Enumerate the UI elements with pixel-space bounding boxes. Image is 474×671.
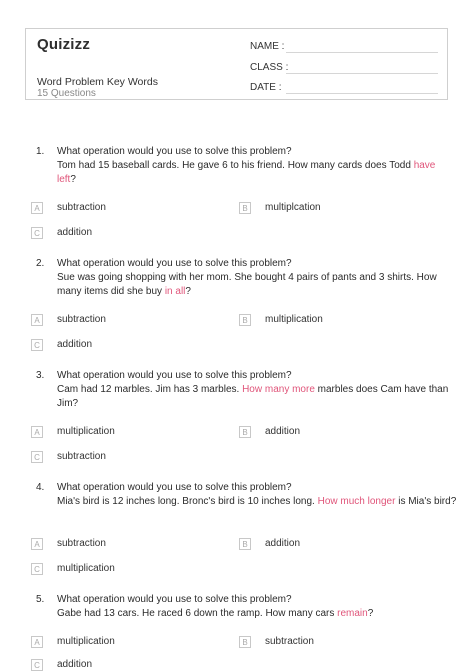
question-body <box>57 159 457 187</box>
option-letter-box: C <box>31 563 43 575</box>
option-letter-box: A <box>31 636 43 648</box>
option-letter-box: A <box>31 426 43 438</box>
option-letter-box: C <box>31 451 43 463</box>
question-prompt: What operation would you use to solve this problem? <box>57 370 292 381</box>
option-label: subtraction <box>57 314 106 325</box>
question-prompt: What operation would you use to solve this problem? <box>57 594 292 605</box>
worksheet-header <box>25 28 448 100</box>
option-letter-box: B <box>239 202 251 214</box>
option-label: addition <box>265 538 301 549</box>
option-letter-box: C <box>31 227 43 239</box>
body-text: Cam had 12 marbles. Jim has 3 marbles. <box>57 384 243 395</box>
date-label: DATE : <box>250 82 282 93</box>
option-letter-box: A <box>31 202 43 214</box>
option-letter-box: C <box>31 339 43 351</box>
body-text: ? <box>185 286 191 297</box>
option-label: subtraction <box>57 451 106 462</box>
option-label: multiplication <box>57 563 115 574</box>
keyword-highlight: How much longer <box>317 496 396 507</box>
body-text: Sue was going shopping with her mom. She bought 4 pairs of pants and 3 shirts. How many items did she buy <box>57 272 437 297</box>
keyword-highlight: remain <box>337 608 368 619</box>
option-letter-box: A <box>31 538 43 550</box>
question-text <box>57 257 457 299</box>
quizizz-logo: Quizizz <box>37 36 91 53</box>
option-label: multiplcation <box>265 202 321 213</box>
name-label: NAME : <box>250 41 285 52</box>
body-text: Tom had 15 baseball cards. He gave 6 to his friend. How many cards does Todd <box>57 160 414 171</box>
body-text: Mia's bird is 12 inches long. Bronc's bird is 10 inches long. <box>57 496 318 507</box>
class-label: CLASS : <box>250 62 289 73</box>
worksheet-subtitle: 15 Questions <box>37 88 96 99</box>
body-text: ? <box>367 608 374 619</box>
question-number: 4. <box>36 482 45 493</box>
body-text: is Mia's bird? <box>395 496 457 507</box>
date-line <box>286 93 438 94</box>
question-body <box>57 271 457 299</box>
option-label: subtraction <box>57 538 106 549</box>
keyword-highlight: How many more <box>242 384 315 395</box>
option-label: multiplication <box>265 314 323 325</box>
body-text: Gabe had 13 cars. He raced 6 down the ramp. How many cars <box>57 608 338 619</box>
option-label: multiplication <box>57 636 115 647</box>
worksheet-title: Word Problem Key Words <box>37 76 158 88</box>
option-label: addition <box>265 426 301 437</box>
option-letter-box: B <box>239 314 251 326</box>
option-label: addition <box>57 339 93 350</box>
question-text <box>57 593 457 621</box>
option-label: addition <box>57 659 93 670</box>
option-letter-box: B <box>239 538 251 550</box>
keyword-highlight: have left <box>57 160 436 185</box>
option-label: subtraction <box>57 202 106 213</box>
option-letter-box: B <box>239 636 251 648</box>
body-text: ? <box>70 174 76 185</box>
option-letter-box: B <box>239 426 251 438</box>
keyword-highlight: in all <box>164 286 186 297</box>
option-letter-box: A <box>31 314 43 326</box>
question-text <box>57 369 457 411</box>
option-label: multiplication <box>57 426 115 437</box>
question-prompt: What operation would you use to solve this problem? <box>57 258 292 269</box>
option-letter-box: C <box>31 659 43 671</box>
question-body <box>57 495 457 509</box>
question-number: 3. <box>36 370 45 381</box>
question-prompt: What operation would you use to solve this problem? <box>57 146 292 157</box>
option-label: subtraction <box>265 636 314 647</box>
question-body <box>57 607 457 621</box>
body-text: marbles does Cam have than Jim? <box>57 384 449 409</box>
option-label: addition <box>57 227 93 238</box>
question-text <box>57 481 457 509</box>
name-line <box>286 52 438 53</box>
class-line <box>286 73 438 74</box>
question-number: 1. <box>36 146 45 157</box>
question-text <box>57 145 457 187</box>
question-body <box>57 383 457 411</box>
question-number: 2. <box>36 258 45 269</box>
question-prompt: What operation would you use to solve this problem? <box>57 482 292 493</box>
question-number: 5. <box>36 594 45 605</box>
